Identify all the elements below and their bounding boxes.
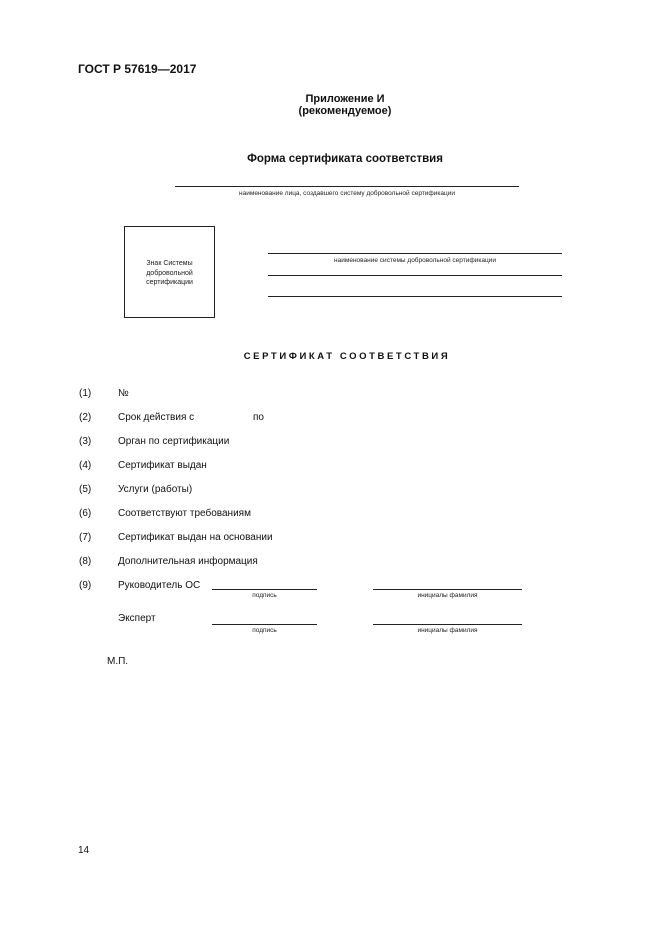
field-number: (1) — [79, 388, 92, 399]
stamp-place: М.П. — [107, 656, 129, 667]
field-services: Услуги (работы) — [118, 484, 193, 495]
expert-name-line — [373, 624, 522, 625]
field-number: (7) — [79, 532, 92, 543]
field-certificate-number: № — [118, 388, 129, 399]
system-extra-line-1 — [268, 275, 562, 276]
field-basis: Сертификат выдан на основании — [118, 532, 273, 543]
system-name-caption: наименование системы добровольной сертификации — [334, 257, 496, 264]
field-additional-info: Дополнительная информация — [118, 556, 258, 567]
field-number: (8) — [79, 556, 92, 567]
certification-mark-text: Знак Системы добровольной сертификации — [146, 260, 193, 286]
certificate-heading: СЕРТИФИКАТ СООТВЕТСТВИЯ — [243, 351, 451, 362]
appendix-note: (рекомендуемое) — [298, 105, 392, 117]
field-certification-body: Орган по сертификации — [118, 436, 230, 447]
field-number: (4) — [79, 460, 92, 471]
head-signature-caption: подпись — [252, 592, 277, 599]
expert-name-caption: инициалы фамилия — [417, 627, 478, 634]
org-name-line — [175, 186, 519, 187]
appendix-title: Приложение И — [305, 93, 385, 105]
standard-number: ГОСТ Р 57619—2017 — [78, 62, 197, 76]
expert-label: Эксперт — [118, 613, 156, 624]
head-name-line — [373, 589, 522, 590]
page-number: 14 — [78, 845, 90, 856]
expert-signature-caption: подпись — [252, 627, 277, 634]
head-signature-line — [212, 589, 317, 590]
expert-signature-line — [212, 624, 317, 625]
field-number: (3) — [79, 436, 92, 447]
field-validity: Срок действия с — [118, 412, 195, 423]
field-requirements: Соответствуют требованиям — [118, 508, 251, 519]
field-number: (5) — [79, 484, 92, 495]
field-number: (6) — [79, 508, 92, 519]
system-name-line — [268, 253, 562, 254]
org-name-caption: наименование лица, создавшего систему добровольной сертификации — [239, 190, 455, 197]
system-extra-line-2 — [268, 296, 562, 297]
form-title: Форма сертификата соответствия — [247, 153, 443, 165]
field-number: (2) — [79, 412, 92, 423]
field-head-of-body: Руководитель ОС — [118, 580, 201, 591]
field-number: (9) — [79, 580, 92, 591]
field-validity-to: по — [253, 412, 264, 423]
field-issued-to: Сертификат выдан — [118, 460, 207, 471]
head-name-caption: инициалы фамилия — [417, 592, 478, 599]
